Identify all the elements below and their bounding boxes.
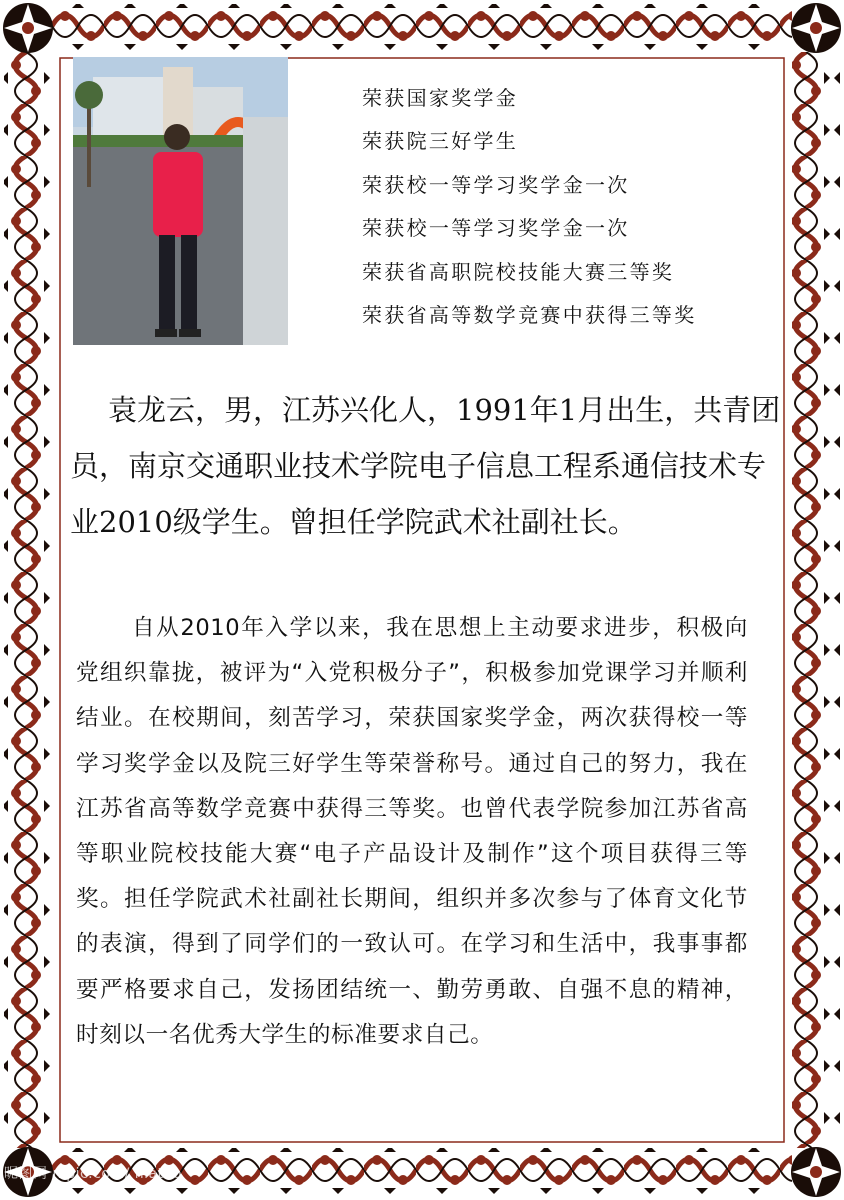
award-item: 荣获国家奖学金 xyxy=(362,86,519,110)
award-item: 荣获校一等学习奖学金一次 xyxy=(362,216,630,241)
body-paragraph: 自从2010年入学以来，我在思想上主动要求进步，积极向党组织靠拢，被评为“入党积极分子”，积极参加党课学习并顺利结业。在校期间，刻苦学习，荣获国家奖学金，两次获得校一等学习奖学金以及院三好学生等荣誉称号。通过自己的努力，我在江苏省高等数学竞赛中获得三等奖。也曾代表学院参加江苏省高等职业院校技能大赛“电子产品设计及制作”这个项目获得三等奖。担任学院武术社副社长期间，组织并多次参与了体育文化节的表演，得到了同学们的一致认可。在学习和生活中，我事事都要严格要求自己，发扬团结统一、勤劳勇敢、自强不息的精神，时刻以一名优秀大学生的标准要求自己。 xyxy=(76,615,748,1048)
awards-list xyxy=(362,84,697,344)
student-photo xyxy=(73,57,288,345)
award-item: 荣获省高职院校技能大赛三等奖 xyxy=(362,259,675,284)
award-item: 荣获省高等数学竞赛中获得三等奖 xyxy=(362,302,697,327)
award-item: 荣获院三好学生 xyxy=(362,129,519,154)
watermark-text: 昵图网 nipic.com/ hlatuo xyxy=(4,1166,182,1182)
intro-paragraph: 袁龙云，男，江苏兴化人，1991年1月出生，共青团员，南京交通职业技术学院电子信息工程系通信技术专业2010级学生。曾担任学院武术社副社长。 xyxy=(70,393,781,539)
award-item: 荣获校一等学习奖学金一次 xyxy=(362,172,630,197)
